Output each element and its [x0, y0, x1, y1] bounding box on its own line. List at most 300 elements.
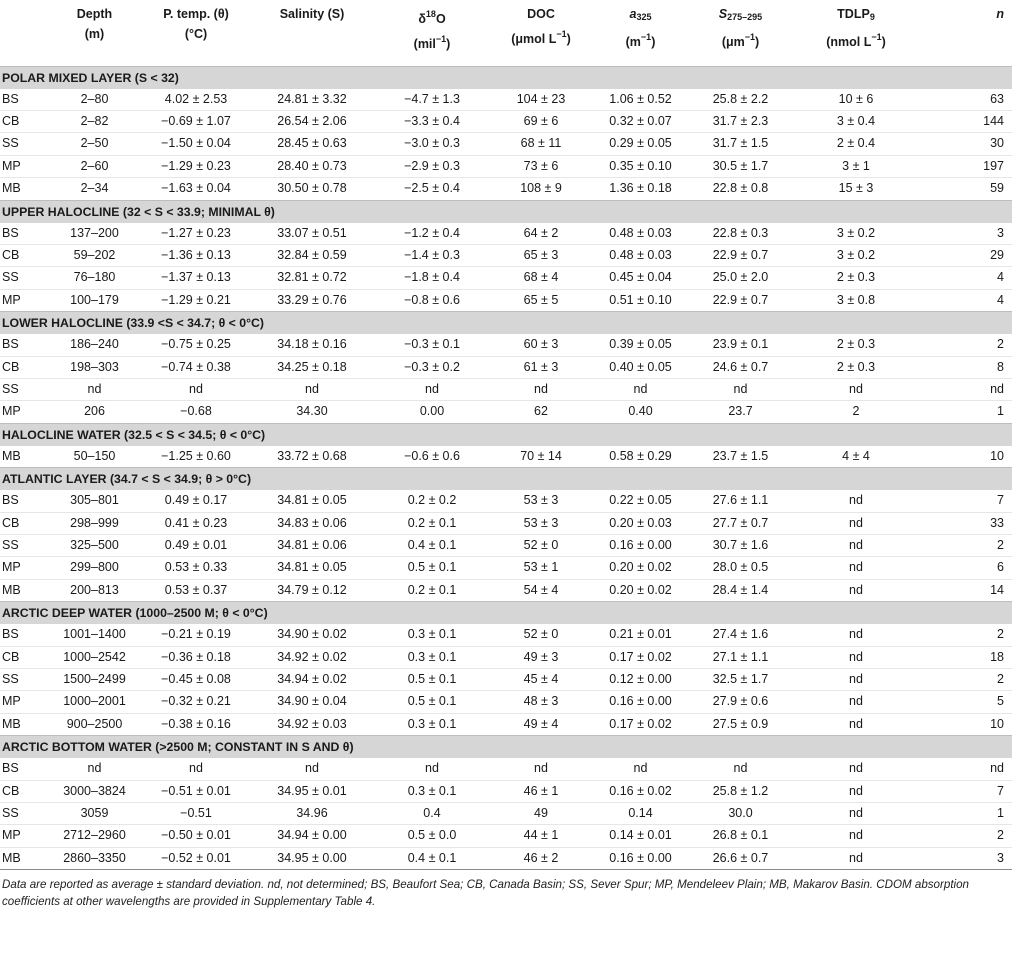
table-cell: 53 ± 3	[523, 515, 559, 530]
table-cell: −1.29 ± 0.21	[161, 292, 231, 307]
table-cell: −0.51 ± 0.01	[161, 783, 231, 798]
table-cell: nd	[990, 761, 1004, 776]
table-cell: 206	[84, 404, 105, 419]
table-row	[0, 244, 1012, 266]
table-cell: 45 ± 4	[523, 672, 559, 687]
table-cell: 52 ± 0	[523, 538, 559, 552]
table-cell: 1	[997, 404, 1004, 419]
table-row	[0, 669, 1012, 691]
table-cell: 22.8 ± 0.3	[712, 225, 769, 240]
header-a325-a: a	[629, 7, 637, 21]
station-code: SS	[2, 270, 19, 285]
table-cell: 0.45 ± 0.04	[609, 270, 672, 285]
table-cell: −0.6 ± 0.6	[404, 448, 460, 463]
table-cell: nd	[305, 381, 319, 396]
station-code: MB	[2, 582, 21, 597]
table-cell: 1000–2001	[63, 694, 126, 709]
table-cell: 34.79 ± 0.12	[277, 582, 347, 597]
table-cell: 0.3 ± 0.1	[407, 716, 457, 731]
table-cell: 305–801	[70, 493, 119, 508]
table-cell: −3.3 ± 0.4	[404, 113, 460, 128]
table-cell: −1.63 ± 0.04	[161, 181, 231, 196]
section-header	[0, 66, 1012, 89]
table-cell: 34.81 ± 0.05	[277, 493, 347, 508]
header-s275-s: S	[718, 7, 728, 21]
table-cell: 0.2 ± 0.2	[407, 493, 457, 508]
table-cell: 34.96	[296, 806, 328, 821]
station-code: MB	[2, 850, 21, 865]
table-cell: nd	[849, 672, 863, 687]
table-cell: 23.9 ± 0.1	[712, 337, 769, 352]
table-cell: 53 ± 3	[523, 493, 559, 508]
table-cell: 34.95 ± 0.00	[277, 850, 347, 865]
section-header	[0, 312, 1012, 335]
table-cell: 0.21 ± 0.01	[609, 627, 672, 642]
table-cell: 46 ± 1	[523, 783, 559, 798]
table-row	[0, 378, 1012, 400]
station-code: BS	[2, 627, 19, 642]
header-a325-unit-close: )	[651, 35, 656, 49]
table-row	[0, 223, 1012, 245]
table-cell: 61 ± 3	[523, 359, 559, 374]
header-a325-unit-sup: −1	[640, 32, 652, 42]
header-ptemp-label: P. temp. (θ)	[163, 7, 229, 21]
table-cell: 34.25 ± 0.18	[277, 359, 347, 374]
header-doc-label: DOC	[527, 7, 555, 21]
station-code: MP	[2, 694, 21, 709]
table-cell: 0.16 ± 0.00	[609, 850, 672, 865]
table-cell: nd	[87, 761, 102, 776]
table-cell: 137–200	[70, 225, 119, 240]
table-cell: 0.12 ± 0.00	[609, 672, 672, 687]
header-ptemp-unit: (°C)	[184, 27, 208, 41]
table-cell: −0.51	[180, 806, 212, 821]
table-cell: 0.2 ± 0.1	[407, 515, 457, 530]
table-cell: 28.40 ± 0.73	[277, 158, 347, 173]
table-row	[0, 691, 1012, 713]
table-cell: −4.7 ± 1.3	[404, 91, 460, 106]
table-cell: 10 ± 6	[838, 91, 874, 106]
table-body	[0, 66, 1012, 870]
table-cell: 0.48 ± 0.03	[609, 225, 672, 240]
station-code: MB	[2, 181, 21, 196]
station-code: CB	[2, 247, 20, 262]
table-cell: nd	[849, 515, 863, 530]
table-cell: 2–82	[80, 113, 109, 128]
table-cell: 0.53 ± 0.37	[164, 582, 228, 597]
table-cell: 34.30	[296, 404, 328, 419]
table-cell: 22.9 ± 0.7	[712, 247, 769, 262]
table-cell: 30.5 ± 1.7	[712, 158, 769, 173]
station-code: SS	[2, 381, 19, 396]
station-code: BS	[2, 225, 19, 240]
table-cell: 3 ± 0.4	[836, 113, 876, 128]
header-d18o-unit: (mil	[413, 37, 436, 51]
station-code: MB	[2, 716, 21, 731]
table-cell: 0.5 ± 0.1	[407, 694, 457, 709]
table-cell: 1000–2542	[63, 649, 126, 664]
table-cell: 0.32 ± 0.07	[609, 113, 672, 128]
table-cell: nd	[305, 761, 319, 776]
table-cell: 198–303	[70, 359, 119, 374]
table-cell: 30.7 ± 1.6	[712, 538, 769, 552]
table-cell: 0.14 ± 0.01	[609, 828, 672, 843]
table-cell: 0.41 ± 0.23	[164, 515, 228, 530]
table-cell: 24.81 ± 3.32	[277, 91, 347, 106]
table-cell: 29	[990, 247, 1004, 262]
table-cell: 108 ± 9	[520, 181, 562, 196]
header-s275-sub: 275–295	[727, 12, 763, 22]
station-code: CB	[2, 649, 20, 664]
table-cell: 34.94 ± 0.02	[277, 672, 347, 687]
table-cell: nd	[534, 381, 548, 396]
table-row	[0, 825, 1012, 847]
table-cell: 59	[990, 181, 1004, 196]
table-cell: 8	[997, 359, 1004, 374]
station-code: CB	[2, 113, 20, 128]
table-cell: 30.50 ± 0.78	[277, 181, 347, 196]
header-tdlp-unit: (nmol L	[826, 35, 872, 49]
table-cell: 0.20 ± 0.03	[609, 515, 672, 530]
table-cell: 34.90 ± 0.02	[277, 627, 347, 642]
table-cell: 2 ± 0.3	[836, 270, 876, 285]
table-cell: 5	[997, 694, 1004, 709]
header-a325	[591, 0, 690, 66]
station-code: SS	[2, 136, 19, 151]
section-title: ARCTIC DEEP WATER (1000–2500 M; θ < 0°C)	[0, 602, 1012, 625]
table-cell: nd	[990, 381, 1004, 396]
table-cell: 65 ± 5	[523, 292, 559, 307]
table-cell: 25.8 ± 1.2	[712, 783, 769, 798]
table-cell: 33.72 ± 0.68	[277, 448, 347, 463]
table-cell: −0.36 ± 0.18	[161, 649, 231, 664]
table-cell: 1	[997, 806, 1004, 821]
table-cell: 44 ± 1	[523, 828, 559, 843]
table-cell: 49 ± 4	[523, 716, 559, 731]
table-cell: nd	[849, 493, 863, 508]
table-row	[0, 356, 1012, 378]
table-cell: 0.40	[628, 404, 653, 419]
section-title: UPPER HALOCLINE (32 < S < 33.9; MINIMAL θ)	[0, 200, 1012, 223]
table-cell: 27.6 ± 1.1	[712, 493, 769, 508]
header-tdlp-sub: 9	[869, 12, 875, 22]
table-cell: 34.95 ± 0.01	[277, 783, 347, 798]
table-cell: 2–60	[80, 158, 109, 173]
station-code: CB	[2, 783, 20, 798]
table-cell: 69 ± 6	[523, 113, 559, 128]
section-title: HALOCLINE WATER (32.5 < S < 34.5; θ < 0°C)	[0, 423, 1012, 446]
table-cell: 34.81 ± 0.06	[277, 538, 347, 552]
table-cell: −0.75 ± 0.25	[161, 337, 231, 352]
table-cell: 0.17 ± 0.02	[609, 716, 672, 731]
section-title: ARCTIC BOTTOM WATER (>2500 M; CONSTANT IN S AND θ)	[0, 736, 1012, 759]
table-cell: 10	[990, 448, 1004, 463]
station-code: CB	[2, 359, 20, 374]
table-cell: 1.06 ± 0.52	[609, 91, 672, 106]
table-cell: 34.83 ± 0.06	[277, 515, 347, 530]
table-cell: 0.3 ± 0.1	[407, 627, 457, 642]
table-cell: 0.58 ± 0.29	[609, 448, 672, 463]
table-cell: 7	[997, 783, 1004, 798]
header-s275-unit: (μm	[721, 35, 745, 49]
table-cell: 48 ± 3	[523, 694, 559, 709]
table-cell: 23.7	[728, 404, 753, 419]
table-cell: 27.7 ± 0.7	[712, 515, 769, 530]
table-cell: 30.0	[728, 806, 753, 821]
table-cell: 4	[997, 270, 1004, 285]
table-cell: −0.45 ± 0.08	[161, 672, 231, 687]
table-cell: 34.81 ± 0.05	[277, 560, 347, 575]
header-tdlp-unit-sup: −1	[871, 32, 882, 42]
station-code: MP	[2, 828, 21, 843]
table-cell: 31.7 ± 1.5	[712, 136, 769, 151]
table-footnote: Data are reported as average ± standard deviation. nd, not determined; BS, Beaufort Sea; CB, Canada Basin; SS, Sever Spur; MP, Mendeleev Plain; MB, Makarov Basin. CDOM absorption coefficients at other wavelengths are provided in Supplementary Table 4.	[2, 878, 970, 909]
table-cell: nd	[633, 381, 648, 396]
table-cell: 33.07 ± 0.51	[277, 225, 347, 240]
table-cell: 100–179	[70, 292, 119, 307]
station-code: BS	[2, 761, 19, 776]
table-cell: 27.9 ± 0.6	[712, 694, 769, 709]
table-cell: 3	[997, 225, 1004, 240]
table-cell: 46 ± 2	[523, 850, 559, 865]
table-cell: 3 ± 0.2	[836, 247, 876, 262]
station-code: MP	[2, 158, 21, 173]
table-cell: nd	[849, 381, 863, 396]
table-cell: nd	[633, 761, 648, 776]
table-cell: 68 ± 11	[520, 136, 562, 151]
table-cell: −3.0 ± 0.3	[404, 136, 460, 151]
table-row	[0, 535, 1012, 557]
section-header	[0, 736, 1012, 759]
table-cell: 65 ± 3	[523, 247, 559, 262]
table-cell: 2	[997, 337, 1004, 352]
table-row	[0, 713, 1012, 735]
table-cell: 3 ± 0.2	[836, 225, 876, 240]
section-header	[0, 423, 1012, 446]
table-cell: nd	[849, 828, 863, 843]
table-cell: 73 ± 6	[523, 158, 559, 173]
header-depth	[48, 0, 141, 66]
table-row	[0, 289, 1012, 311]
table-cell: −2.9 ± 0.3	[404, 158, 460, 173]
header-salinity	[251, 0, 373, 66]
table-cell: 0.4 ± 0.1	[407, 850, 457, 865]
table-cell: nd	[189, 761, 203, 776]
table-cell: 28.4 ± 1.4	[712, 582, 769, 597]
table-cell: 32.84 ± 0.59	[277, 247, 347, 262]
header-depth-label: Depth	[76, 7, 113, 21]
table-cell: nd	[425, 761, 439, 776]
table-row	[0, 512, 1012, 534]
header-tdlp	[791, 0, 921, 66]
table-cell: 0.4 ± 0.1	[407, 538, 457, 552]
table-cell: nd	[849, 761, 863, 776]
table-cell: 0.51 ± 0.10	[609, 292, 672, 307]
table-cell: −2.5 ± 0.4	[404, 181, 460, 196]
table-cell: 0.3 ± 0.1	[407, 649, 457, 664]
table-cell: 63	[990, 91, 1004, 106]
header-tdlp-label: TDLP	[837, 7, 870, 21]
table-cell: 2	[997, 672, 1004, 687]
header-station	[0, 0, 48, 66]
table-cell: 3 ± 1	[842, 158, 870, 173]
table-cell: 0.2 ± 0.1	[407, 582, 457, 597]
header-d18o-unit-close: )	[446, 37, 451, 51]
table-cell: 200–813	[70, 582, 119, 597]
table-cell: nd	[849, 850, 863, 865]
header-tdlp-unit-close: )	[881, 35, 886, 49]
header-d18o	[373, 0, 491, 66]
header-a325-unit: (m	[625, 35, 641, 49]
table-cell: 26.8 ± 0.1	[712, 828, 769, 843]
table-cell: 4 ± 4	[842, 448, 870, 463]
table-row	[0, 334, 1012, 356]
table-cell: nd	[733, 381, 748, 396]
table-cell: 53 ± 1	[523, 560, 559, 575]
table-row	[0, 446, 1012, 468]
table-cell: 34.92 ± 0.03	[277, 716, 347, 731]
table-cell: 70 ± 14	[520, 448, 562, 463]
station-code: SS	[2, 806, 19, 821]
station-code: BS	[2, 337, 19, 352]
table-cell: 24.6 ± 0.7	[712, 359, 769, 374]
table-cell: 2712–2960	[63, 828, 126, 843]
table-row	[0, 89, 1012, 111]
table-cell: 32.5 ± 1.7	[712, 672, 769, 687]
table-row	[0, 155, 1012, 177]
header-doc-unit-sup: −1	[556, 29, 567, 39]
table-row	[0, 758, 1012, 780]
table-cell: 298–999	[70, 515, 119, 530]
table-cell: 2–80	[80, 91, 109, 106]
section-header	[0, 200, 1012, 223]
table-row	[0, 490, 1012, 512]
table-cell: 2 ± 0.3	[836, 359, 876, 374]
header-d18o-delta: δ	[418, 12, 426, 26]
table-cell: 1500–2499	[63, 672, 126, 687]
header-doc	[491, 0, 591, 66]
header-s275-unit-sup: −1	[744, 32, 756, 42]
table-cell: 54 ± 4	[523, 582, 559, 597]
table-cell: 25.8 ± 2.2	[712, 91, 769, 106]
table-cell: 3	[997, 850, 1004, 865]
table-cell: 2	[997, 627, 1004, 642]
table-cell: nd	[849, 694, 863, 709]
table-cell: 2 ± 0.3	[836, 337, 876, 352]
table-cell: 0.20 ± 0.02	[609, 560, 672, 575]
table-cell: 144	[983, 113, 1004, 128]
table-cell: 23.7 ± 1.5	[712, 448, 769, 463]
table-cell: 2	[997, 538, 1004, 552]
table-cell: −0.68	[180, 404, 212, 419]
table-cell: 0.17 ± 0.02	[609, 649, 672, 664]
table-cell: 0.49 ± 0.01	[164, 538, 228, 552]
table-cell: 68 ± 4	[523, 270, 559, 285]
table-cell: nd	[849, 627, 863, 642]
station-code: SS	[2, 672, 19, 687]
table-cell: 30	[990, 136, 1004, 151]
table-row	[0, 847, 1012, 869]
table-cell: −0.69 ± 1.07	[161, 113, 231, 128]
table-row	[0, 579, 1012, 601]
table-cell: nd	[849, 560, 863, 575]
table-cell: 1001–1400	[63, 627, 126, 642]
table-cell: nd	[87, 381, 102, 396]
station-code: CB	[2, 515, 20, 530]
table-cell: 900–2500	[66, 716, 123, 731]
table-row	[0, 133, 1012, 155]
table-cell: 60 ± 3	[523, 337, 559, 352]
table-cell: 32.81 ± 0.72	[277, 270, 347, 285]
table-cell: −1.29 ± 0.23	[161, 158, 231, 173]
section-header	[0, 602, 1012, 625]
table-cell: nd	[189, 381, 203, 396]
station-code: MB	[2, 448, 21, 463]
table-row	[0, 646, 1012, 668]
table-cell: 27.1 ± 1.1	[712, 649, 769, 664]
table-cell: 26.6 ± 0.7	[712, 850, 769, 865]
table-cell: nd	[534, 761, 548, 776]
station-code: BS	[2, 493, 19, 508]
table-cell: 186–240	[70, 337, 119, 352]
table-cell: 0.49 ± 0.17	[164, 493, 228, 508]
table-cell: 2–34	[80, 181, 109, 196]
station-code: SS	[2, 538, 19, 552]
table-cell: 34.92 ± 0.02	[277, 649, 347, 664]
table-cell: 33.29 ± 0.76	[277, 292, 347, 307]
table-cell: −0.3 ± 0.2	[404, 359, 460, 374]
table-cell: 34.18 ± 0.16	[277, 337, 347, 352]
table-cell: 2	[997, 828, 1004, 843]
table-cell: 62	[534, 404, 548, 419]
header-doc-unit-close: )	[566, 32, 571, 46]
table-cell: −1.25 ± 0.60	[161, 448, 231, 463]
table-cell: 64 ± 2	[523, 225, 559, 240]
table-cell: 0.22 ± 0.05	[609, 493, 672, 508]
section-title: ATLANTIC LAYER (34.7 < S < 34.9; θ > 0°C)	[0, 468, 1012, 491]
table-cell: 1.36 ± 0.18	[609, 181, 672, 196]
table-cell: nd	[425, 381, 439, 396]
table-cell: 0.5 ± 0.0	[407, 828, 457, 843]
table-cell: 76–180	[73, 270, 116, 285]
table-cell: −0.38 ± 0.16	[161, 716, 231, 731]
section-title: POLAR MIXED LAYER (S < 32)	[0, 66, 1012, 89]
table-row	[0, 557, 1012, 579]
table-cell: 0.16 ± 0.02	[609, 783, 672, 798]
table-cell: 14	[990, 582, 1004, 597]
header-ptemp	[141, 0, 251, 66]
table-cell: 10	[990, 716, 1004, 731]
table-cell: 0.53 ± 0.33	[164, 560, 228, 575]
table-cell: 0.16 ± 0.00	[609, 538, 672, 552]
header-d18o-unit-sup: −1	[435, 34, 447, 44]
table-cell: 28.0 ± 0.5	[712, 560, 769, 575]
table-cell: −1.2 ± 0.4	[404, 225, 460, 240]
table-cell: 0.20 ± 0.02	[609, 582, 672, 597]
table-header	[0, 0, 1012, 66]
header-s275-unit-close: )	[755, 35, 760, 49]
table-cell: nd	[849, 806, 863, 821]
table-cell: 4	[997, 292, 1004, 307]
table-cell: 2	[852, 404, 860, 419]
table-cell: −1.50 ± 0.04	[161, 136, 231, 151]
header-depth-unit: (m)	[84, 27, 105, 41]
table-cell: 18	[990, 649, 1004, 664]
station-code: MP	[2, 404, 21, 419]
table-cell: 0.35 ± 0.10	[609, 158, 672, 173]
table-cell: 34.94 ± 0.00	[277, 828, 347, 843]
table-cell: −1.8 ± 0.4	[404, 270, 460, 285]
